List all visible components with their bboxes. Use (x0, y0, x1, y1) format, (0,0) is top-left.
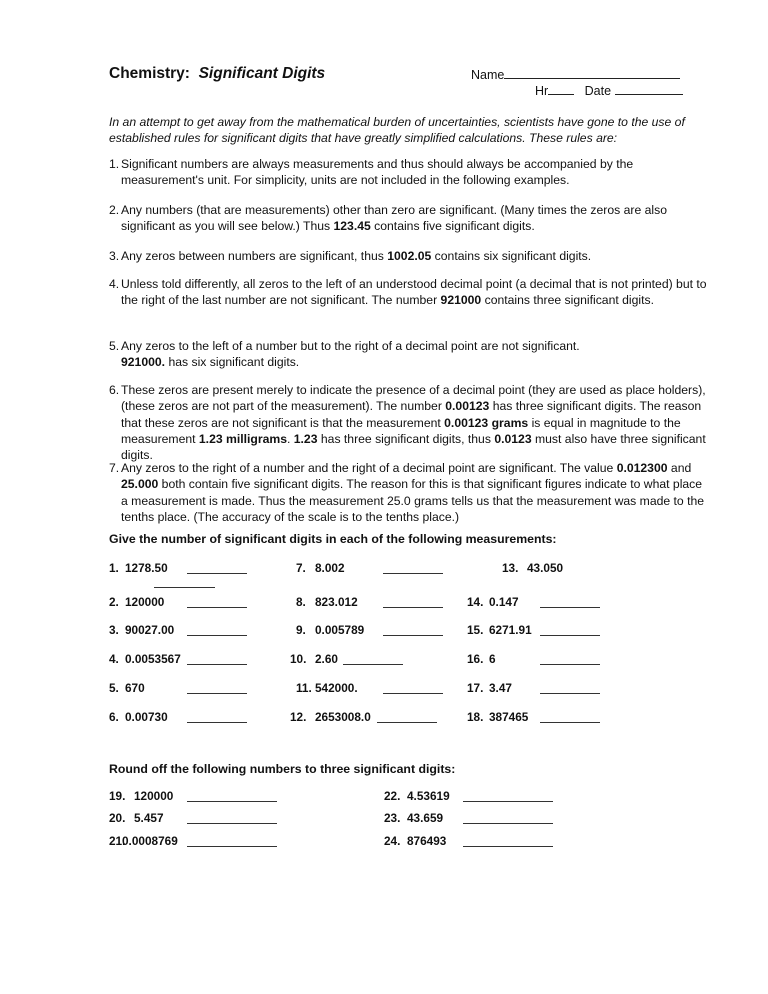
question-number: 3. (109, 623, 119, 637)
answer-blank[interactable] (187, 652, 247, 665)
hr-label: Hr (535, 84, 549, 98)
answer-blank[interactable] (187, 834, 277, 847)
rule-number: 1. (109, 157, 120, 171)
answer-blank[interactable] (540, 681, 600, 694)
hr-date-fields (535, 82, 683, 98)
question-value: 2.60 (315, 652, 338, 666)
question-value: 387465 (489, 710, 529, 724)
question-value: 542000. (315, 681, 358, 695)
title-topic: Significant Digits (198, 65, 326, 82)
question-value: 823.012 (315, 595, 358, 609)
question-value: 1278.50 (125, 561, 168, 575)
question-number: 21. (109, 834, 126, 848)
answer-blank[interactable] (187, 710, 247, 723)
question-value: 8.002 (315, 561, 345, 575)
rule-number: 5. (109, 339, 120, 353)
rule-2 (109, 202, 709, 235)
answer-blank[interactable] (383, 561, 443, 574)
question-value: 6 (489, 652, 496, 666)
answer-blank[interactable] (187, 561, 247, 574)
question-value: 2653008.0 (315, 710, 371, 724)
question-number: 13. (502, 561, 519, 575)
question-number: 14. (467, 595, 484, 609)
question-number: 7. (296, 561, 306, 575)
title-prefix: Chemistry: (109, 65, 190, 82)
rule-number: 2. (109, 203, 120, 217)
question-value: 90027.00 (125, 623, 175, 637)
hr-blank[interactable] (548, 82, 574, 95)
answer-blank[interactable] (383, 595, 443, 608)
question-number: 15. (467, 623, 484, 637)
answer-blank[interactable] (187, 595, 247, 608)
answer-blank[interactable] (343, 652, 403, 665)
name-blank[interactable] (504, 66, 680, 79)
answer-blank[interactable] (377, 710, 437, 723)
rule-number: 6. (109, 383, 120, 397)
question-number: 22. (384, 789, 401, 803)
section2-heading: Round off the following numbers to three significant digits: (109, 762, 456, 776)
rule-number: 7. (109, 461, 120, 475)
answer-blank-q1-wrapped[interactable] (154, 575, 215, 588)
intro-paragraph: In an attempt to get away from the mathematical burden of uncertainties, scientists have gone to the use of established rules for significant digits that have greatly simplified calculations. These rules are: (109, 115, 685, 145)
date-label: Date (584, 84, 612, 98)
question-value: 43.659 (407, 811, 444, 825)
question-value: 0.00730 (125, 710, 168, 724)
question-value: 120000 (125, 595, 165, 609)
date-blank[interactable] (615, 82, 683, 95)
rule-3 (109, 248, 709, 264)
name-field[interactable] (471, 66, 680, 82)
rule-number: 3. (109, 249, 120, 263)
question-value: 6271.91 (489, 623, 532, 637)
question-value: 43.050 (527, 561, 564, 575)
question-number: 16. (467, 652, 484, 666)
answer-blank[interactable] (187, 681, 247, 694)
question-number: 23. (384, 811, 401, 825)
answer-blank[interactable] (383, 681, 443, 694)
rule-1 (109, 156, 709, 189)
question-number: 11. (296, 681, 312, 695)
question-number: 24. (384, 834, 401, 848)
question-value: 0.147 (489, 595, 519, 609)
answer-blank[interactable] (187, 811, 277, 824)
answer-blank[interactable] (463, 811, 553, 824)
question-number: 18. (467, 710, 484, 724)
answer-blank[interactable] (540, 623, 600, 636)
question-value: 0.005789 (315, 623, 365, 637)
question-value: 120000 (134, 789, 174, 803)
rule-text: Any zeros to the right of a number and the right of a decimal point are significant. The value 0.012300 and 25.000 both contain five significant digits. The reason for this is that significant figures indicate to what place a measurement is made. Thus the measurement 25.0 grams tells us that the measurement was made to the tenths place. (The accuracy of the scale is to the tenths place.) (121, 461, 705, 524)
page-title (109, 65, 325, 83)
question-number: 6. (109, 710, 119, 724)
answer-blank[interactable] (540, 652, 600, 665)
rule-5 (109, 338, 709, 371)
answer-blank[interactable] (463, 789, 553, 802)
rule-text: Any zeros between numbers are significant, thus 1002.05 contains six significant digits. (121, 249, 592, 263)
rule-text: Any numbers (that are measurements) other than zero are significant. (Many times the zeros are also significant as you will see below.) Thus 123.45 contains five significant digits. (121, 203, 667, 234)
rule-text: Unless told differently, all zeros to the left of an understood decimal point (a decimal that is not printed) but to the right of the last number are not significant. The number 921000 contains three significant digits. (121, 277, 707, 308)
question-number: 17. (467, 681, 484, 695)
question-value: 3.47 (489, 681, 512, 695)
answer-blank[interactable] (187, 789, 277, 802)
question-number: 19. (109, 789, 126, 803)
rule-4 (109, 276, 709, 309)
question-value: 876493 (407, 834, 447, 848)
question-number: 5. (109, 681, 119, 695)
question-number: 20. (109, 811, 126, 825)
answer-blank[interactable] (540, 595, 600, 608)
rule-6 (109, 382, 709, 463)
rule-number: 4. (109, 277, 120, 291)
rule-7 (109, 460, 709, 525)
section1-heading: Give the number of significant digits in each of the following measurements: (109, 532, 557, 546)
answer-blank[interactable] (540, 710, 600, 723)
question-value: 670 (125, 681, 145, 695)
question-value: 4.53619 (407, 789, 450, 803)
name-label: Name (471, 68, 505, 82)
question-number: 12. (290, 710, 307, 724)
question-number: 1. (109, 561, 119, 575)
rule-text: Significant numbers are always measurements and thus should always be accompanied by the measurement's unit. For simplicity, units are not included in the following examples. (121, 157, 634, 188)
rule-text: These zeros are present merely to indicate the presence of a decimal point (they are used as place holders), (these zeros are not part of the measurement). The number 0.00123 has three significant digits. The reason that these zeros are not significant is that the measurement 0.00123 grams is equal in magnitude to the measurement 1.23 milligrams. 1.23 has three significant digits, thus 0.0123 must also have three significant digits. (121, 383, 706, 463)
question-number: 9. (296, 623, 306, 637)
question-number: 8. (296, 595, 306, 609)
answer-blank[interactable] (463, 834, 553, 847)
question-number: 2. (109, 595, 119, 609)
rule-text: Any zeros to the left of a number but to the right of a decimal point are not significant. 921000. has six significant digits. (121, 339, 580, 370)
question-value: 0.0008769 (122, 834, 178, 848)
question-number: 4. (109, 652, 119, 666)
question-value: 0.0053567 (125, 652, 181, 666)
answer-blank[interactable] (383, 623, 443, 636)
question-value: 5.457 (134, 811, 164, 825)
answer-blank[interactable] (187, 623, 247, 636)
question-number: 10. (290, 652, 307, 666)
